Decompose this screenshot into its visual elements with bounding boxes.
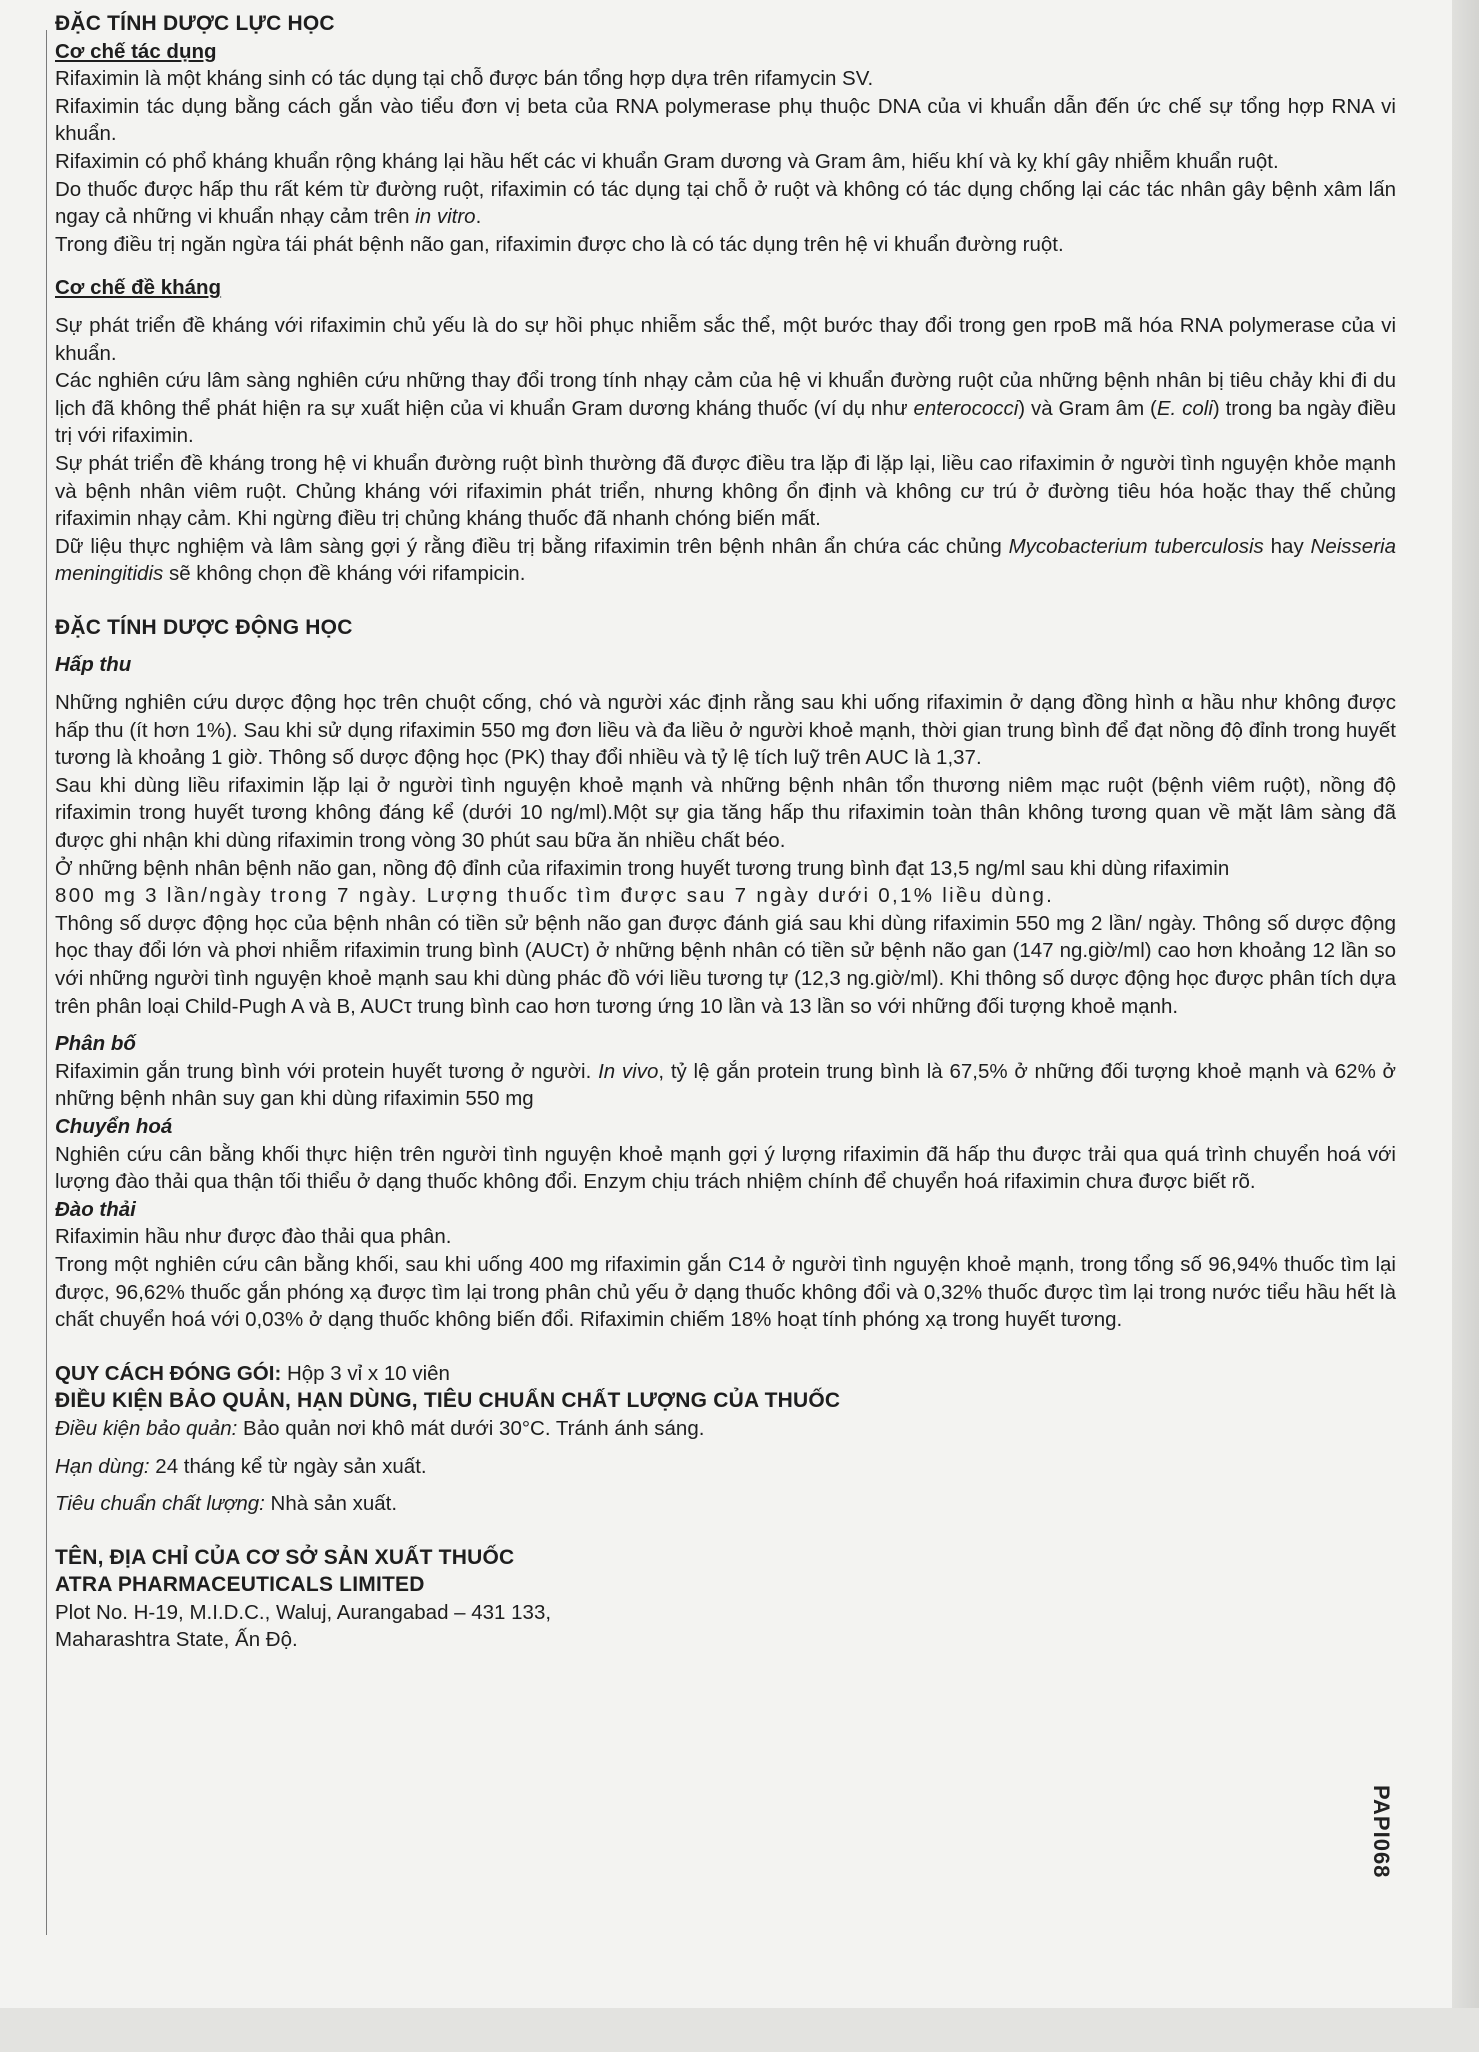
resistance-heading: Cơ chế đề kháng [55, 276, 222, 300]
resistance-text: hay [1263, 534, 1311, 558]
resistance-text: ) trong ba ngày điều trị với rifaximin. [55, 396, 1396, 448]
shelf-life [55, 1453, 1396, 1481]
resistance-text: sẽ không chọn đề kháng với rifampicin. [163, 562, 526, 586]
manufacturer-name: ATRA PHARMACEUTICALS LIMITED [55, 1573, 425, 1597]
in-vivo-term: In vivo [598, 1059, 659, 1083]
elimination-heading: Đào thải [55, 1197, 136, 1221]
absorption-heading: Hấp thu [55, 653, 132, 677]
elimination-paragraph: Trong một nghiên cứu cân bằng khối, sau khi uống 400 mg rifaximin gắn C14 ở người tình nguyện khoẻ mạnh, trong tổng số 96,94% thuốc tìm lại được, 96,62% thuốc gắn phóng xạ được tìm lại trong phân chủ yếu ở dạng thuốc không đổi và 0,32% thuốc được tìm lại trong nước tiểu hầu hết là chất chuyển hoá với 0,03% ở dạng thuốc không biến đổi. Rifaximin chiếm 18% hoạt tính phóng xạ trong huyết tương. [55, 1252, 1396, 1332]
quality-standard-value: Nhà sản xuất. [264, 1492, 398, 1516]
mechanism-paragraph: Rifaximin tác dụng bằng cách gắn vào tiểu đơn vị beta của RNA polymerase phụ thuộc DNA của vi khuẩn dẫn đến ức chế sự tổng hợp RNA vi khuẩn. [55, 94, 1396, 146]
fold-line [46, 30, 47, 1935]
resistance-paragraph: Sự phát triển đề kháng với rifaximin chủ yếu là do sự hồi phục nhiễm sắc thể, một bước thay đổi trong gen rpoB mã hóa RNA polymerase của vi khuẩn. [55, 313, 1396, 365]
absorption-paragraph: Thông số dược động học của bệnh nhân có tiền sử bệnh não gan được đánh giá sau khi dùng rifaximin 550 mg 2 lần/ ngày. Thông số dược động học thay đổi lớn và phơi nhiễm rifaximin trung bình (AUCτ) ở những bệnh nhân có tiền sử bệnh não gan (147 ng.giờ/ml) cao hơn khoảng 12 lần so với những người tình nguyện khoẻ mạnh sau khi dùng phác đồ với liều tương tự (12,3 ng.giờ/ml). Khi thông số dược động học được phân tích dựa trên phân loại Child-Pugh A và B, AUCτ trung bình cao hơn tương ứng 10 lần và 13 lần so với những đối tượng khoẻ mạnh. [55, 911, 1396, 1018]
neisseria-term: Neisseria meningitidis [55, 534, 1396, 586]
pharmacokinetics-heading: ĐẶC TÍNH DƯỢC ĐỘNG HỌC [55, 615, 353, 639]
distribution-text: Rifaximin gắn trung bình với protein huyết tương ở người. [55, 1059, 599, 1083]
absorption-paragraph: Những nghiên cứu dược động học trên chuột cống, chó và người xác định rằng sau khi uống rifaximin ở dạng đồng hình α hầu như không được hấp thu (ít hơn 1%). Sau khi sử dụng rifaximin 550 mg đơn liều và đa liều ở người khoẻ mạnh, thời gian trung bình để đạt nồng độ đỉnh trong huyết tương là khoảng 1 giờ. Thông số dược động học (PK) thay đổi nhiều và tỷ lệ tích luỹ trên AUC là 1,37. [55, 691, 1396, 770]
storage-condition-value: Bảo quản nơi khô mát dưới 30°C. Tránh ánh sáng. [237, 1416, 705, 1440]
resistance-text: ) và Gram âm ( [1018, 396, 1157, 420]
packaging-line [55, 1360, 1396, 1388]
packaging-value: Hộp 3 vỉ x 10 viên [281, 1361, 450, 1385]
paper-edge-bottom [0, 2008, 1479, 2052]
resistance-text: Dữ liệu thực nghiệm và lâm sàng gợi ý rằng điều trị bằng rifaximin trên bệnh nhân ẩn chứa các chủng [55, 534, 1009, 558]
mechanism-paragraph [55, 176, 1396, 231]
metabolism-paragraph: Nghiên cứu cân bằng khối thực hiện trên người tình nguyện khoẻ mạnh gợi ý lượng rifaximin đã hấp thu được trải qua quá trình chuyển hoá với lượng đào thải qua thận tối thiểu ở dạng thuốc không đổi. Enzym chịu trách nhiệm chính để chuyển hoá rifaximin chưa được biết rõ. [55, 1142, 1396, 1194]
pharmacodynamics-heading: ĐẶC TÍNH DƯỢC LỰC HỌC [55, 12, 335, 35]
mycobacterium-term: Mycobacterium tuberculosis [1008, 534, 1264, 558]
enterococci-term: enterococci [913, 396, 1019, 420]
shelf-life-value: 24 tháng kể từ ngày sản xuất. [149, 1454, 427, 1478]
resistance-paragraph [55, 367, 1396, 450]
mechanism-paragraph: Rifaximin có phổ kháng khuẩn rộng kháng lại hầu hết các vi khuẩn Gram dương và Gram âm, hiếu khí và kỵ khí gây nhiễm khuẩn ruột. [55, 149, 1279, 173]
manufacturer-heading: TÊN, ĐỊA CHỈ CỦA CƠ SỞ SẢN XUẤT THUỐC [55, 1545, 515, 1569]
leaflet-content [55, 10, 1396, 1654]
absorption-paragraph: 800 mg 3 lần/ngày trong 7 ngày. Lượng thuốc tìm được sau 7 ngày dưới 0,1% liều dùng. [55, 884, 1055, 908]
quality-standard [55, 1490, 1396, 1518]
storage-condition [55, 1415, 1396, 1443]
manufacturer-address: Plot No. H-19, M.I.D.C., Waluj, Aurangabad – 431 133, [55, 1600, 552, 1624]
distribution-text: , tỷ lệ gắn protein trung bình là 67,5% ở những đối tượng khoẻ mạnh và 62% ở những bệnh nhân suy gan khi dùng rifaximin 550 mg [55, 1059, 1397, 1111]
ecoli-term: E. coli [1156, 396, 1213, 420]
storage-condition-label: Điều kiện bảo quản: [55, 1416, 238, 1440]
resistance-text: Các nghiên cứu lâm sàng nghiên cứu những thay đổi trong tính nhạy cảm của hệ vi khuẩn đường ruột của những bệnh nhân bị tiêu chảy khi đi du lịch đã không thể phát hiện ra sự xuất hiện của vi khuẩn Gram dương kháng thuốc (ví dụ như [55, 369, 1396, 420]
absorption-paragraph: Ở những bệnh nhân bệnh não gan, nồng độ đỉnh của rifaximin trong huyết tương trung bình đạt 13,5 ng/ml sau khi dùng rifaximin [55, 856, 1230, 880]
resistance-paragraph [55, 533, 1396, 588]
mechanism-paragraph: Trong điều trị ngăn ngừa tái phát bệnh não gan, rifaximin được cho là có tác dụng trên hệ vi khuẩn đường ruột. [55, 232, 1064, 256]
paper-edge-right [1452, 0, 1479, 2052]
period: . [475, 205, 482, 229]
packaging-label: QUY CÁCH ĐÓNG GÓI: [55, 1361, 282, 1385]
in-vitro-term: in vitro [415, 205, 476, 229]
storage-heading: ĐIỀU KIỆN BẢO QUẢN, HẠN DÙNG, TIÊU CHUẨN CHẤT LƯỢNG CỦA THUỐC [55, 1389, 841, 1413]
quality-standard-label: Tiêu chuẩn chất lượng: [55, 1492, 265, 1516]
distribution-paragraph [55, 1058, 1396, 1113]
metabolism-heading: Chuyển hoá [55, 1114, 173, 1138]
absorption-paragraph: Sau khi dùng liều rifaximin lặp lại ở người tình nguyện khoẻ mạnh và những bệnh nhân tổn thương niêm mạc ruột (bệnh viêm ruột), nồng độ rifaximin trong huyết tương không đáng kể (dưới 10 ng/ml).Một sự gia tăng hấp thu rifaximin toàn thân không tương quan về mặt lâm sàng đã được ghi nhận khi dùng rifaximin trong vòng 30 phút sau bữa ăn nhiều chất béo. [55, 773, 1396, 853]
distribution-heading: Phân bố [55, 1032, 136, 1056]
mechanism-paragraph: Rifaximin là một kháng sinh có tác dụng tại chỗ được bán tổng hợp dựa trên rifamycin SV. [55, 67, 874, 91]
mechanism-heading: Cơ chế tác dụng [55, 39, 217, 63]
manufacturer-address: Maharashtra State, Ấn Độ. [55, 1628, 298, 1652]
mechanism-text: Do thuốc được hấp thu rất kém từ đường ruột, rifaximin có tác dụng tại chỗ ở ruột và không có tác dụng chống lại các tác nhân gây bệnh xâm lấn ngay cả những vi khuẩn nhạy cảm trên [55, 177, 1396, 229]
elimination-paragraph: Rifaximin hầu như được đào thải qua phân. [55, 1225, 452, 1249]
document-code: PAPI068 [1369, 1785, 1394, 1879]
shelf-life-label: Hạn dùng: [55, 1454, 150, 1478]
resistance-paragraph: Sự phát triển đề kháng trong hệ vi khuẩn đường ruột bình thường đã được điều tra lặp đi lặp lại, liều cao rifaximin ở người tình nguyện khỏe mạnh và bệnh nhân viêm ruột. Chủng kháng với rifaximin phát triển, nhưng không ổn định và không cư trú ở đường tiêu hóa hoặc thay thế chủng rifaximin nhạy cảm. Khi ngừng điều trị chủng kháng thuốc đã nhanh chóng biến mất. [55, 451, 1396, 531]
